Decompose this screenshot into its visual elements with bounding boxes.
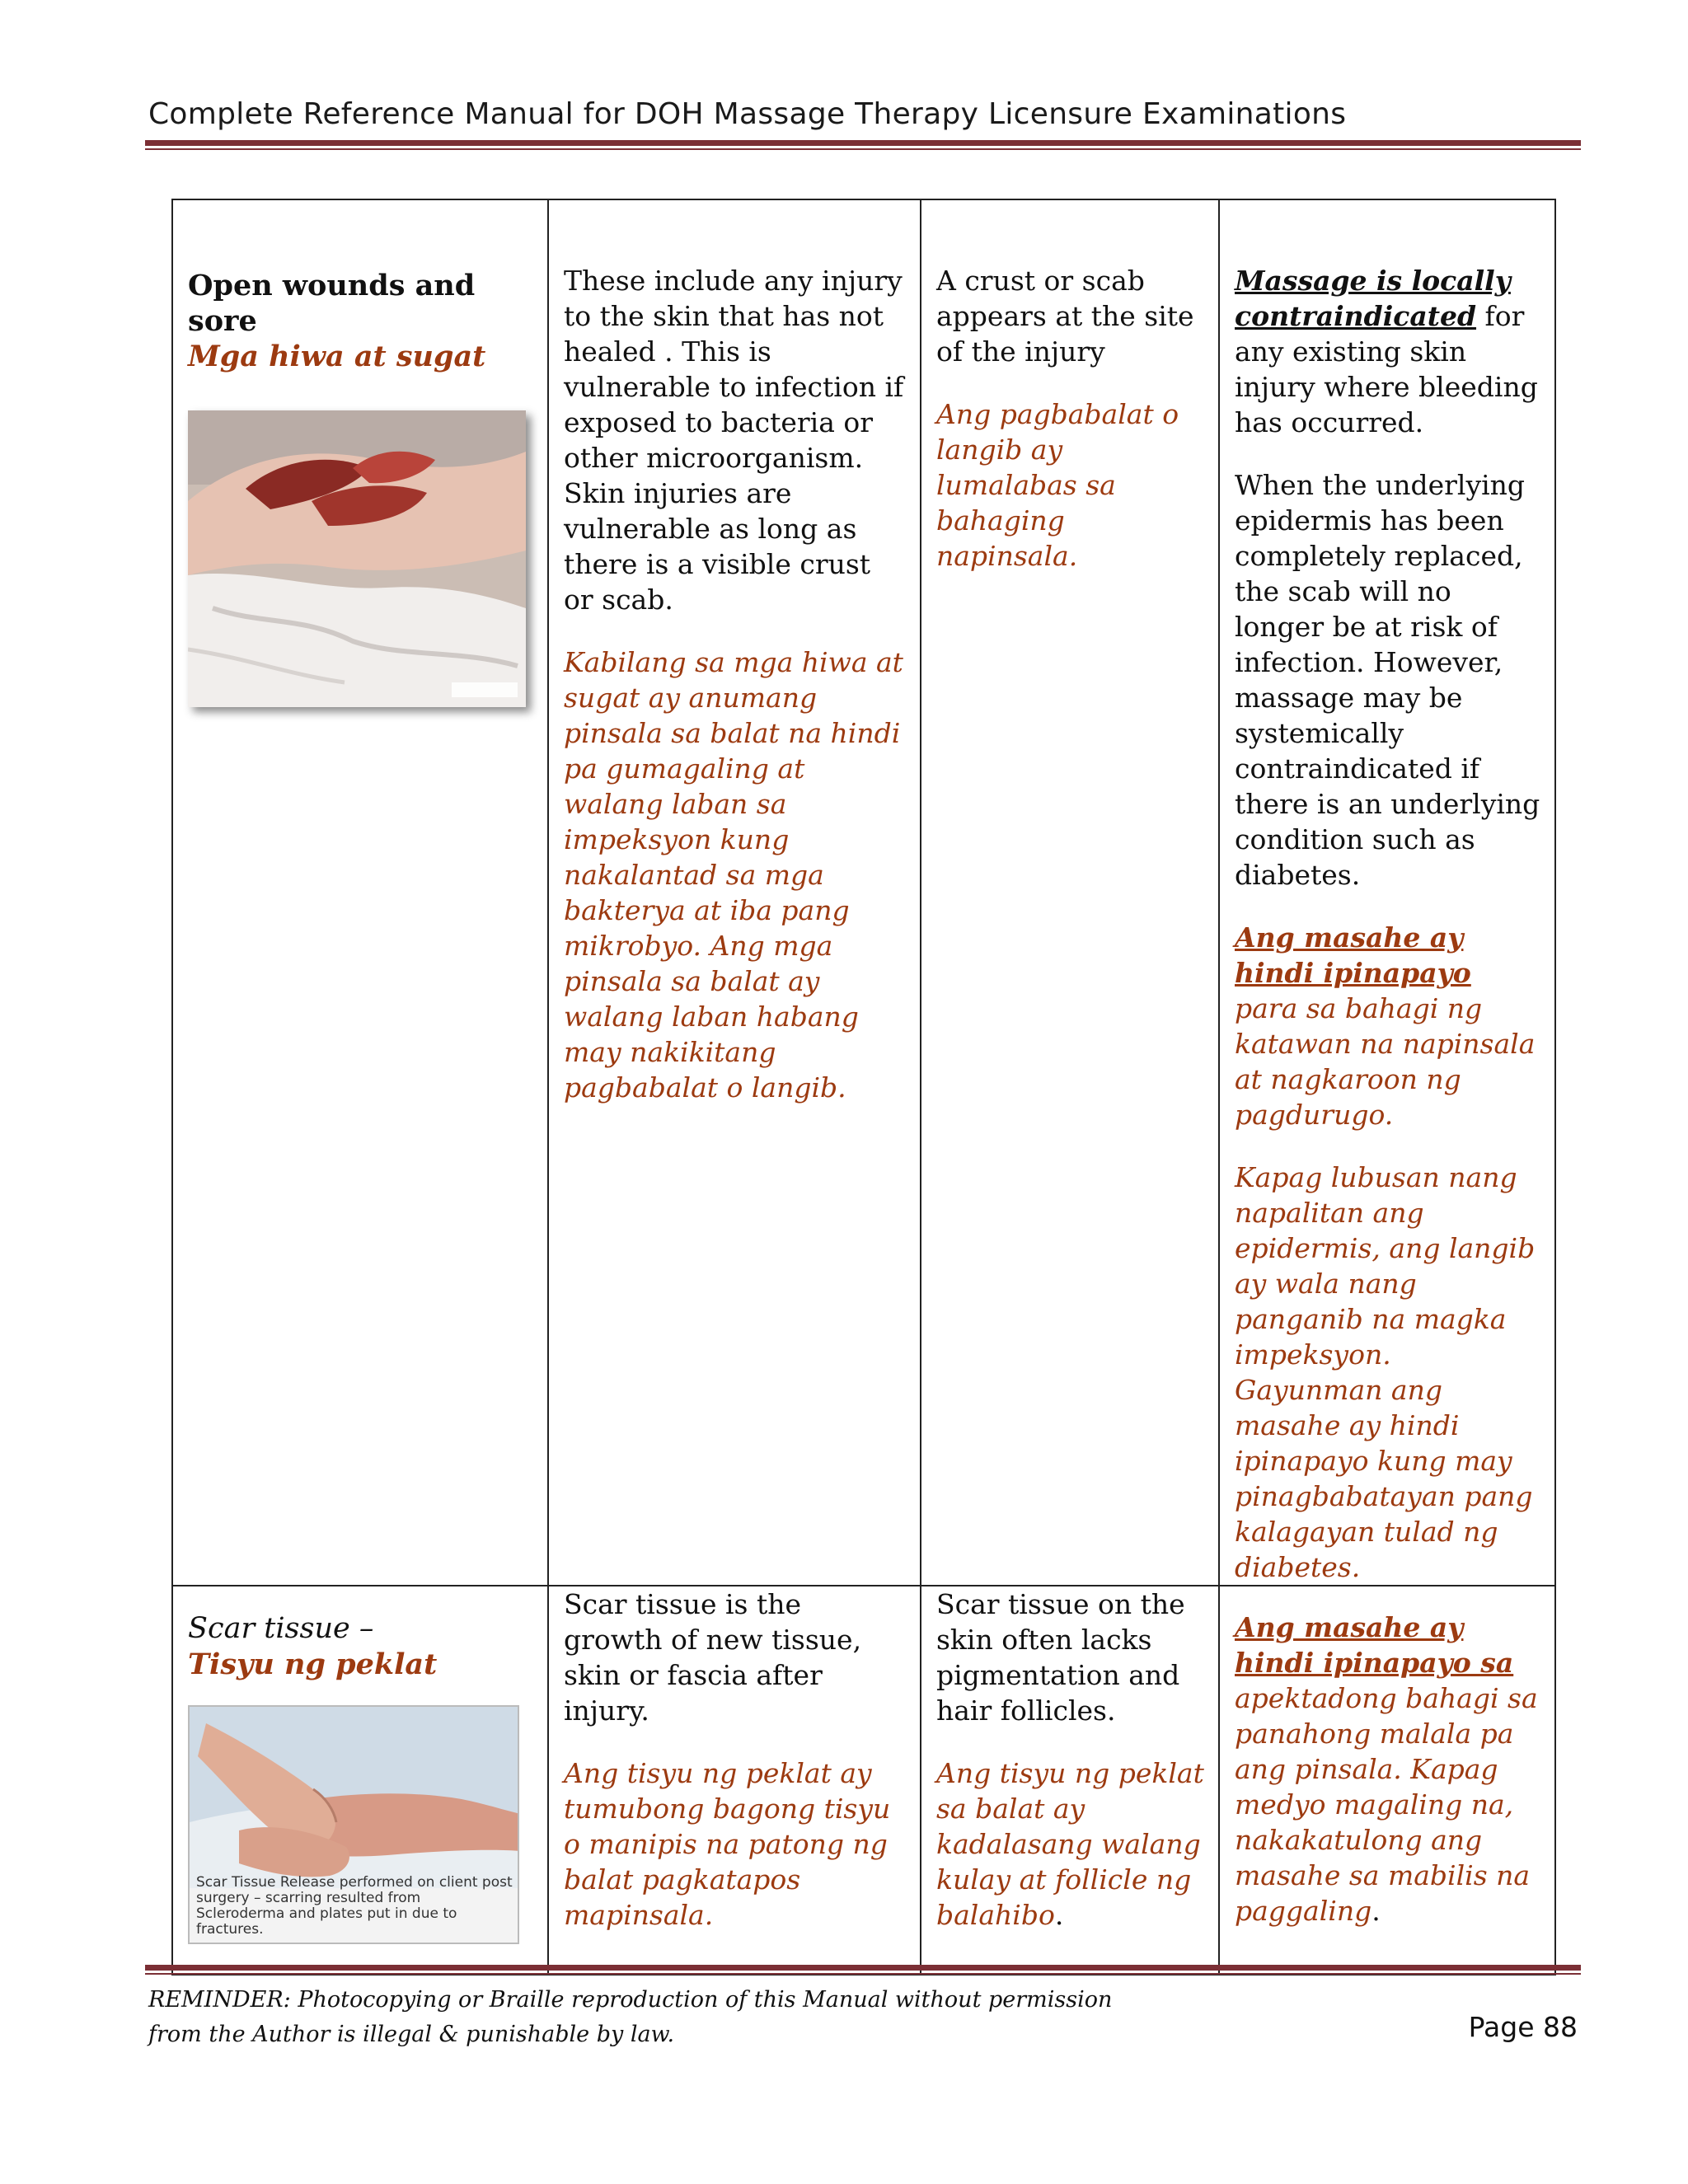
signs-tagalog-period: . — [1054, 1899, 1064, 1931]
signs-tagalog: Ang pagbabalat o langib ay lumalabas sa bahaging napinsala. — [936, 398, 1179, 572]
scar-tissue-photo — [188, 1705, 519, 1944]
description-tagalog: Kabilang sa mga hiwa at sugat ay anumang pinsala sa balat na hindi pa gumagaling at walang laban sa impeksyon kung nakalantad sa mga bakterya at iba pang mikrobyo. Ang mga pinsala sa balat ay walang laban habang may nakikitang pagbabalat o langib. — [564, 646, 903, 1104]
footer-divider — [145, 1965, 1581, 1975]
page-number: Page 88 — [1468, 2011, 1578, 2043]
photo-caption: Scar Tissue Release performed on client post surgery – scarring resulted from Scleroderma and plates put in due to fractures. — [196, 1874, 513, 1938]
guideline-tagalog-emphasis: Ang masahe ay hindi ipinapayo sa — [1235, 1611, 1514, 1679]
page-header-title: Complete Reference Manual for DOH Massage Therapy Licensure Examinations — [148, 97, 1347, 131]
guideline-tagalog-2: Kapag lubusan nang napalitan ang epidermis, ang langib ay wala nang panganib na magka impeksyon. Gayunman ang masahe ay hindi ipinapayo kung may pinagbabatayan pang kalagayan tulad ng diabetes. — [1235, 1161, 1536, 1583]
guideline-tagalog-text: para sa bahagi ng katawan na napinsala at nagkaroon ng pagdurugo. — [1235, 992, 1536, 1131]
term-cell — [172, 1586, 548, 1975]
guideline-tagalog — [1235, 1610, 1541, 1929]
term-english: Open wounds and sore — [188, 269, 476, 338]
massage-guideline-cell — [1219, 199, 1555, 1586]
table-row — [172, 1586, 1555, 1975]
term-cell — [172, 199, 548, 1586]
guideline-emphasis: Massage is locally contraindicated — [1235, 265, 1511, 332]
signs-english: A crust or scab appears at the site of the injury — [936, 265, 1194, 368]
massage-guideline-cell — [1219, 1586, 1555, 1975]
term-english: Scar tissue – — [188, 1612, 374, 1645]
signs-cell — [921, 1586, 1219, 1975]
guideline-english — [1235, 263, 1541, 440]
contraindications-table — [171, 199, 1556, 1975]
guideline-tagalog-text: apektadong bahagi sa panahong malala pa ang pinsala. Kapag medyo magaling na, nakakatulong ang masahe sa mabilis na paggaling — [1235, 1682, 1538, 1927]
guideline-text: for any existing skin injury where bleeding has occurred. — [1235, 300, 1538, 438]
guideline-english-2: When the underlying epidermis has been completely replaced, the scab will no longer be at risk of infection. However, massage may be systemically contraindicated if there is an underlying condition such as diabetes. — [1235, 469, 1540, 891]
table-row — [172, 199, 1555, 1586]
open-wound-photo — [188, 410, 526, 707]
guideline-tagalog-emphasis: Ang masahe ay hindi ipinapayo — [1235, 921, 1471, 989]
term-tagalog: Tisyu ng peklat — [188, 1647, 438, 1681]
signs-tagalog — [936, 1755, 1205, 1933]
description-cell — [548, 1586, 921, 1975]
header-divider — [145, 140, 1581, 150]
signs-cell — [921, 199, 1219, 1586]
signs-tagalog-text: Ang tisyu ng peklat sa balat ay kadalasang walang kulay at follicle ng balahibo — [936, 1757, 1204, 1931]
term-tagalog: Mga hiwa at sugat — [188, 340, 486, 373]
signs-english: Scar tissue on the skin often lacks pigmentation and hair follicles. — [936, 1588, 1185, 1727]
description-tagalog: Ang tisyu ng peklat ay tumubong bagong tisyu o manipis na patong ng balat pagkatapos mapinsala. — [564, 1757, 891, 1931]
reminder-line-2: from the Author is illegal & punishable by law. — [148, 2022, 675, 2047]
description-english: These include any injury to the skin that has not healed . This is vulnerable to infection if exposed to bacteria or other microorganism. Skin injuries are vulnerable as long as there is a visible crust or scab. — [564, 265, 904, 616]
reminder-line-1: REMINDER: Photocopying or Braille reproduction of this Manual without permission — [148, 1987, 1113, 2013]
description-english: Scar tissue is the growth of new tissue, skin or fascia after injury. — [564, 1588, 862, 1727]
guideline-tagalog — [1235, 920, 1541, 1132]
guideline-tagalog-period: . — [1372, 1895, 1381, 1927]
reminder-note — [148, 1983, 1302, 2052]
description-cell — [548, 199, 921, 1586]
